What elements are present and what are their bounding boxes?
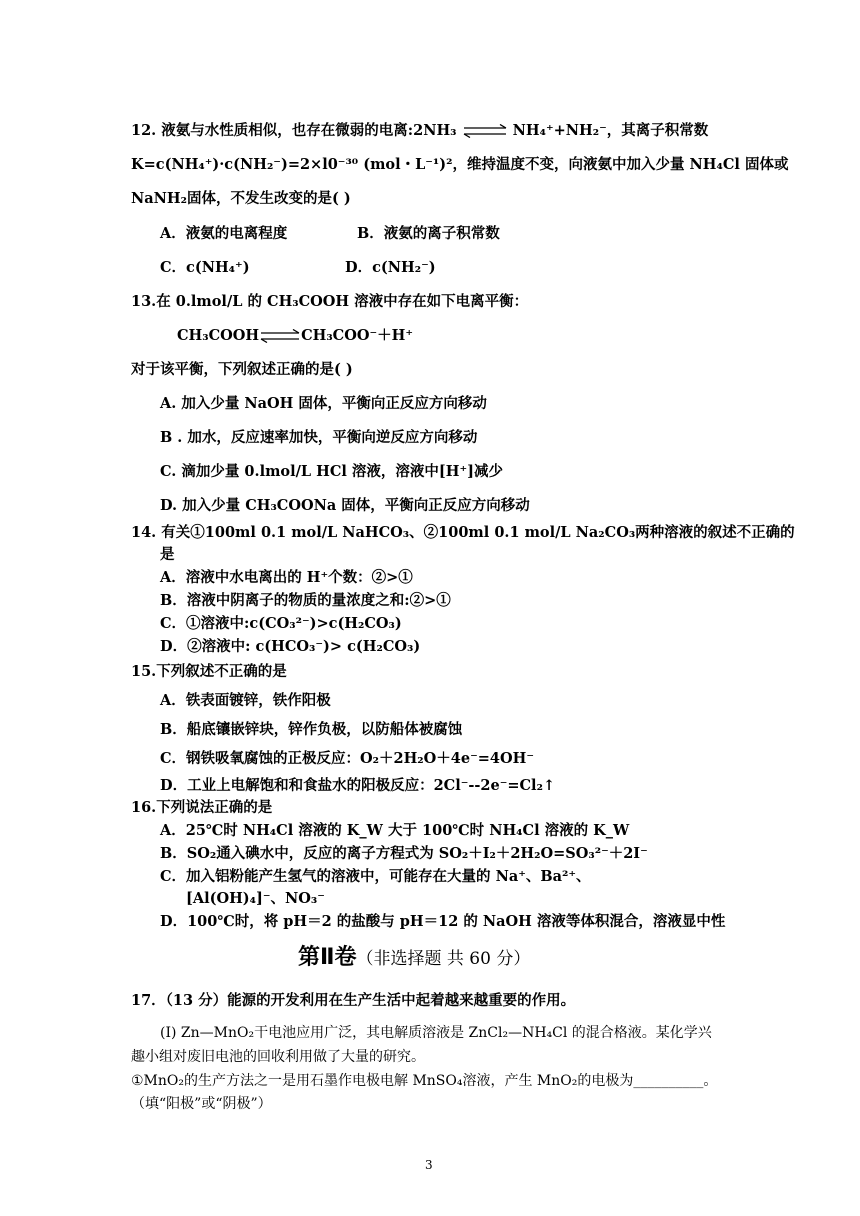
q13-equation-right: CH₃COO⁻＋H⁺	[301, 327, 413, 344]
q12-option-c: C．c(NH₄⁺)	[160, 259, 250, 276]
q15-option-a: A．铁表面镀锌，铁作阳极	[160, 692, 331, 709]
q17-stem: 17．（13 分）能源的开发利用在生产生活中起着越来越重要的作用。	[131, 992, 576, 1009]
q14-option-a: A．溶液中水电离出的 H⁺个数：②>①	[160, 569, 413, 586]
q17-part1-line1: (Ⅰ) Zn—MnO₂干电池应用广泛，其电解质溶液是 ZnCl₂—NH₄Cl 的混合格液。某化学兴	[160, 1025, 712, 1041]
q12-stem-line1b: NH₄⁺+NH₂⁻，其离子积常数	[512, 122, 709, 139]
q17-part1-question: ①MnO₂的生产方法之一是用石墨作电极电解 MnSO₄溶液，产生 MnO₂的电极为__________。	[131, 1073, 718, 1089]
q16-option-a: A．25℃时 NH₄Cl 溶液的 K_W 大于 100℃时 NH₄Cl 溶液的 K_W	[160, 822, 630, 839]
q16-stem: 16.下列说法正确的是	[131, 799, 273, 816]
q16-option-c-line2: [Al(OH)₄]⁻、NO₃⁻	[186, 890, 325, 907]
q12-option-a: A．液氨的电离程度	[160, 225, 288, 242]
q17-part1-hint: （填“阳极”或“阴极”）	[131, 1096, 272, 1112]
q16-option-c-line1: C．加入铝粉能产生氢气的溶液中，可能存在大量的 Na⁺、Ba²⁺、	[160, 868, 591, 885]
q13-option-a: A. 加入少量 NaOH 固体，平衡向正反应方向移动	[160, 395, 487, 412]
q14-option-c: C．①溶液中:c(CO₃²⁻)>c(H₂CO₃)	[160, 615, 402, 632]
q12-stem-line1a: 12. 液氨与水性质相似，也存在微弱的电离:2NH₃	[131, 122, 457, 139]
q15-option-b: B．船底镶嵌锌块，锌作负极，以防船体被腐蚀	[160, 721, 463, 738]
q13-equation-left: CH₃COOH	[177, 327, 260, 344]
section-2-title: 第Ⅱ卷	[298, 945, 357, 970]
page-number: 3	[425, 1158, 433, 1172]
q15-stem: 15.下列叙述不正确的是	[131, 663, 287, 680]
section-2-heading	[298, 940, 530, 971]
q13-option-b: B . 加水，反应速率加快，平衡向逆反应方向移动	[160, 429, 478, 446]
q14-stem-cont: 是	[160, 546, 175, 563]
q13-option-d: D. 加入少量 CH₃COONa 固体，平衡向正反应方向移动	[160, 497, 530, 514]
q12-option-d: D．c(NH₂⁻)	[345, 259, 436, 276]
q17-part1-line2: 趣小组对废旧电池的回收利用做了大量的研究。	[131, 1049, 425, 1065]
q13-equation	[177, 327, 413, 345]
q16-option-d: D．100℃时，将 pH＝2 的盐酸与 pH＝12 的 NaOH 溶液等体积混合，溶液显中性	[160, 913, 726, 930]
q15-option-c: C．钢铁吸氧腐蚀的正极反应：O₂＋2H₂O＋4e⁻=4OH⁻	[160, 750, 534, 767]
q16-option-b: B．SO₂通入碘水中，反应的离子方程式为 SO₂＋I₂＋2H₂O=SO₃²⁻＋2I⁻	[160, 845, 648, 862]
equilibrium-arrow-icon	[462, 124, 508, 138]
q12-stem-line2: K=c(NH₄⁺)·c(NH₂⁻)=2×l0⁻³⁰ (mol・L⁻¹)²，维持温度不变，向液氨中加入少量 NH₄Cl 固体或	[131, 156, 789, 173]
q15-option-d: D．工业上电解饱和和食盐水的阳极反应：2Cl⁻--2e⁻=Cl₂↑	[160, 777, 556, 794]
section-2-subtitle: （非选择题 共 60 分）	[356, 949, 531, 969]
q14-option-d: D．②溶液中: c(HCO₃⁻)> c(H₂CO₃)	[160, 638, 421, 655]
q14-option-b: B．溶液中阴离子的物质的量浓度之和:②>①	[160, 592, 451, 609]
q14-stem: 14. 有关①100ml 0.1 mol/L NaHCO₃、②100ml 0.1 mol/L Na₂CO₃两种溶液的叙述不正确的	[131, 524, 795, 541]
q13-option-c: C. 滴加少量 0.lmol/L HCl 溶液，溶液中[H⁺]减少	[160, 463, 504, 480]
q12-stem-line3: NaNH₂固体，不发生改变的是( )	[131, 190, 351, 207]
q13-stem: 13.在 0.lmol/L 的 CH₃COOH 溶液中存在如下电离平衡：	[131, 293, 529, 310]
q13-question: 对于该平衡，下列叙述正确的是( )	[131, 361, 353, 378]
equilibrium-arrow-icon	[259, 329, 301, 343]
q12-option-b: B．液氨的离子积常数	[357, 225, 500, 242]
